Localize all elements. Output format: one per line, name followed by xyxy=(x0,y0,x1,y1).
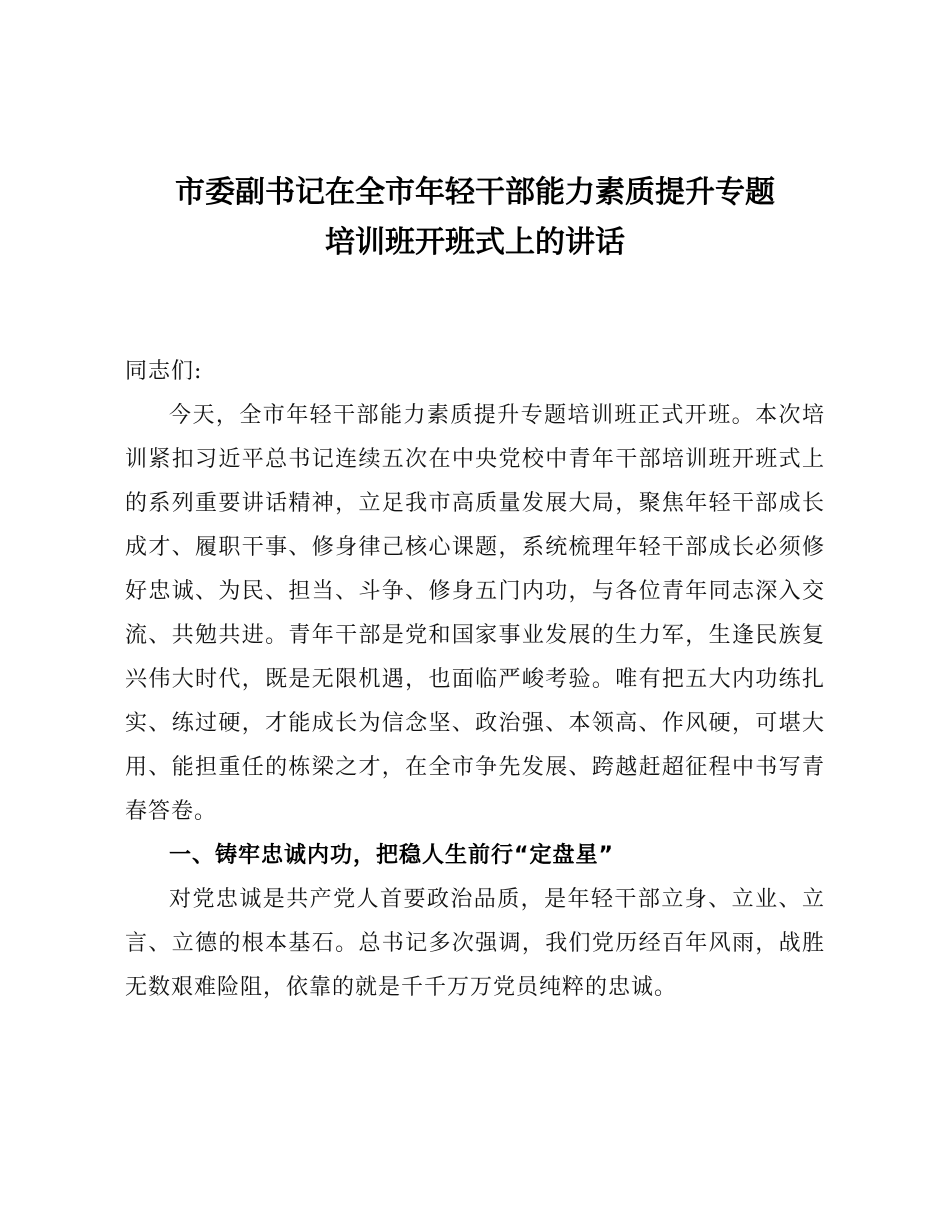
title-line-1: 市委副书记在全市年轻干部能力素质提升专题 xyxy=(175,175,775,210)
document-body xyxy=(125,350,825,1010)
section-heading-1: 一、铸牢忠诚内功，把稳人生前行“定盘星” xyxy=(169,843,614,868)
title-line-2: 培训班开班式上的讲话 xyxy=(325,225,625,260)
opening-paragraph: 今天，全市年轻干部能力素质提升专题培训班正式开班。本次培训紧扣习近平总书记连续五次在中央党校中青年干部培训班开班式上的系列重要讲话精神，立足我市高质量发展大局，聚焦年轻干部成长成才、履职干事、修身律己核心课题，系统梳理年轻干部成长必须修好忠诚、为民、担当、斗争、修身五门内功，与各位青年同志深入交流、共勉共进。青年干部是党和国家事业发展的生力军，生逢民族复兴伟大时代，既是无限机遇，也面临严峻考验。唯有把五大内功练扎实、练过硬，才能成长为信念坚、政治强、本领高、作风硬，可堪大用、能担重任的栋梁之才，在全市争先发展、跨越赶超征程中书写青春答卷。 xyxy=(125,403,825,824)
document-title xyxy=(100,168,850,268)
salutation: 同志们: xyxy=(125,359,203,384)
section-1-paragraph: 对党忠诚是共产党人首要政治品质，是年轻干部立身、立业、立言、立德的根本基石。总书记多次强调，我们党历经百年风雨，战胜无数艰难险阻，依靠的就是千千万万党员纯粹的忠诚。 xyxy=(125,887,825,1000)
